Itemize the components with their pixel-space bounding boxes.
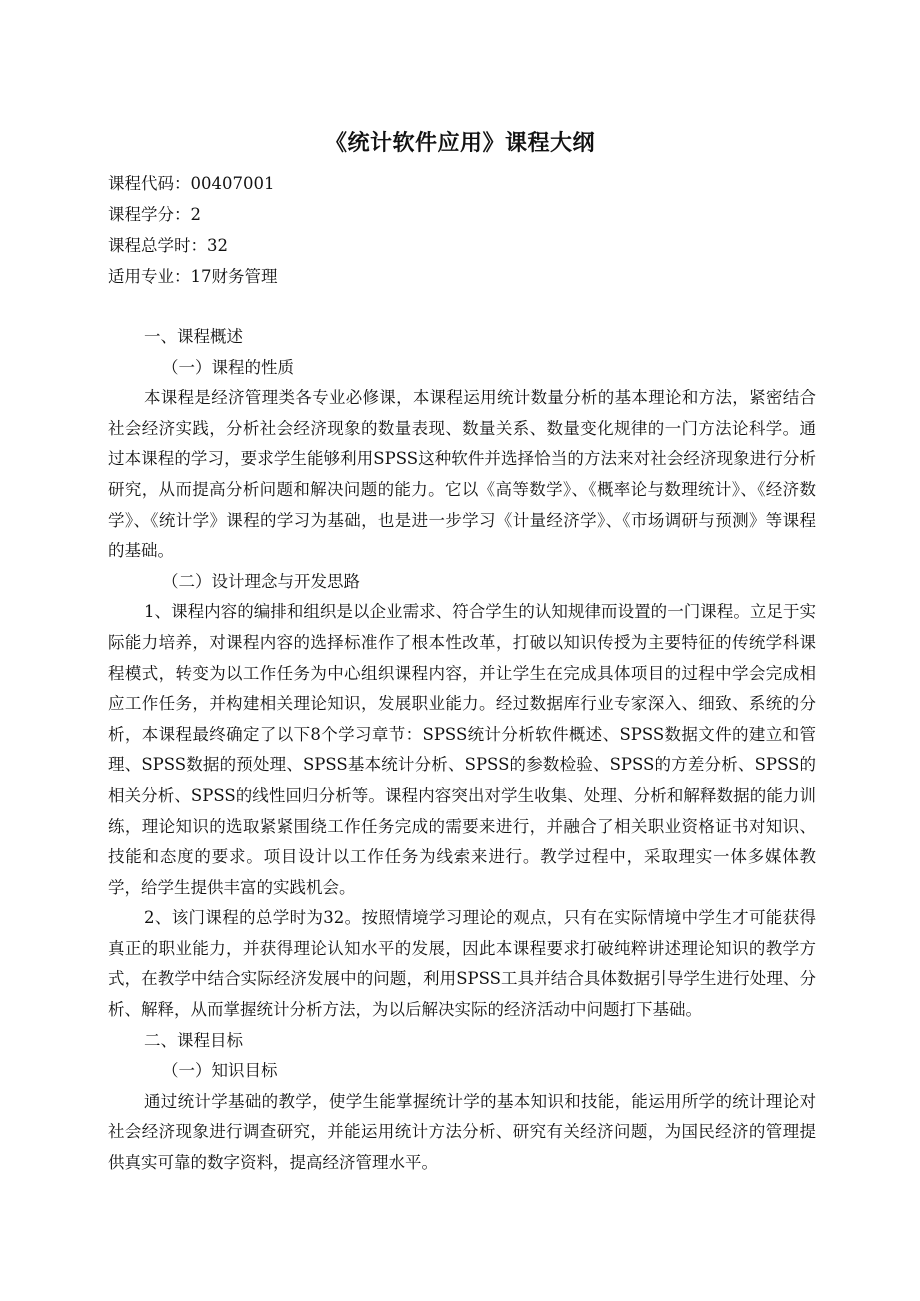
section-heading-overview: 一、课程概述 [144, 327, 243, 346]
paragraph-knowledge: 通过统计学基础的教学，使学生能掌握统计学的基本知识和技能，能运用所学的统计理论对社会经济现象进行调查研究，并能运用统计方法分析、研究有关经济问题，为国民经济的管理提供真实可靠的数字资料，提高经济管理水平。 [108, 1091, 816, 1173]
course-meta [108, 168, 278, 292]
subsection-heading-design: （二）设计理念与开发思路 [162, 571, 360, 591]
course-hours: 课程总学时：32 [108, 236, 228, 255]
subsection-heading-nature: （一）课程的性质 [162, 357, 294, 377]
section-heading-goals: 二、课程目标 [144, 1030, 243, 1050]
document-body [108, 322, 816, 1179]
course-code: 课程代码：00407001 [108, 174, 275, 193]
subsection-heading-knowledge: （一）知识目标 [162, 1061, 278, 1081]
paragraph-nature: 本课程是经济管理类各专业必修课，本课程运用统计数量分析的基本理论和方法，紧密结合社会经济实践，分析社会经济现象的数量表现、数量关系、数量变化规律的一门方法论科学。通过本课程的学习，要求学生能够利用SPSS这种软件并选择恰当的方法来对社会经济现象进行分析研究，从而提高分析问题和解决问题的能力。它以《高等数学》、《概率论与数理统计》、《经济数学》、《统计学》课程的学习为基础，也是进一步学习《计量经济学》、《市场调研与预测》等课程的基础。 [108, 388, 816, 561]
course-major: 适用专业：17财务管理 [108, 267, 278, 286]
document-title: 《统计软件应用》课程大纲 [324, 131, 595, 156]
paragraph-design-2: 2、该门课程的总学时为32。按照情境学习理论的观点，只有在实际情境中学生才可能获得真正的职业能力，并获得理论认知水平的发展，因此本课程要求打破纯粹讲述理论知识的教学方式，在教学中结合实际经济发展中的问题，利用SPSS工具并结合具体数据引导学生进行处理、分析、解释，从而掌握统计分析方法，为以后解决实际的经济活动中问题打下基础。 [108, 908, 816, 1020]
course-credit: 课程学分：2 [108, 205, 201, 224]
paragraph-design-1: 1、课程内容的编排和组织是以企业需求、符合学生的认知规律而设置的一门课程。立足于实际能力培养，对课程内容的选择标准作了根本性改革，打破以知识传授为主要特征的传统学科课程模式，转变为以工作任务为中心组织课程内容，并让学生在完成具体项目的过程中学会完成相应工作任务，并构建相关理论知识，发展职业能力。经过数据库行业专家深入、细致、系统的分析，本课程最终确定了以下8个学习章节：SPSS统计分析软件概述、SPSS数据文件的建立和管理、SPSS数据的预处理、SPSS基本统计分析、SPSS的参数检验、SPSS的方差分析、SPSS的相关分析、SPSS的线性回归分析等。课程内容突出对学生收集、处理、分析和解释数据的能力训练，理论知识的选取紧紧围绕工作任务完成的需要来进行，并融合了相关职业资格证书对知识、技能和态度的要求。项目设计以工作任务为线索来进行。教学过程中，采取理实一体多媒体教学，给学生提供丰富的实践机会。 [108, 602, 816, 897]
